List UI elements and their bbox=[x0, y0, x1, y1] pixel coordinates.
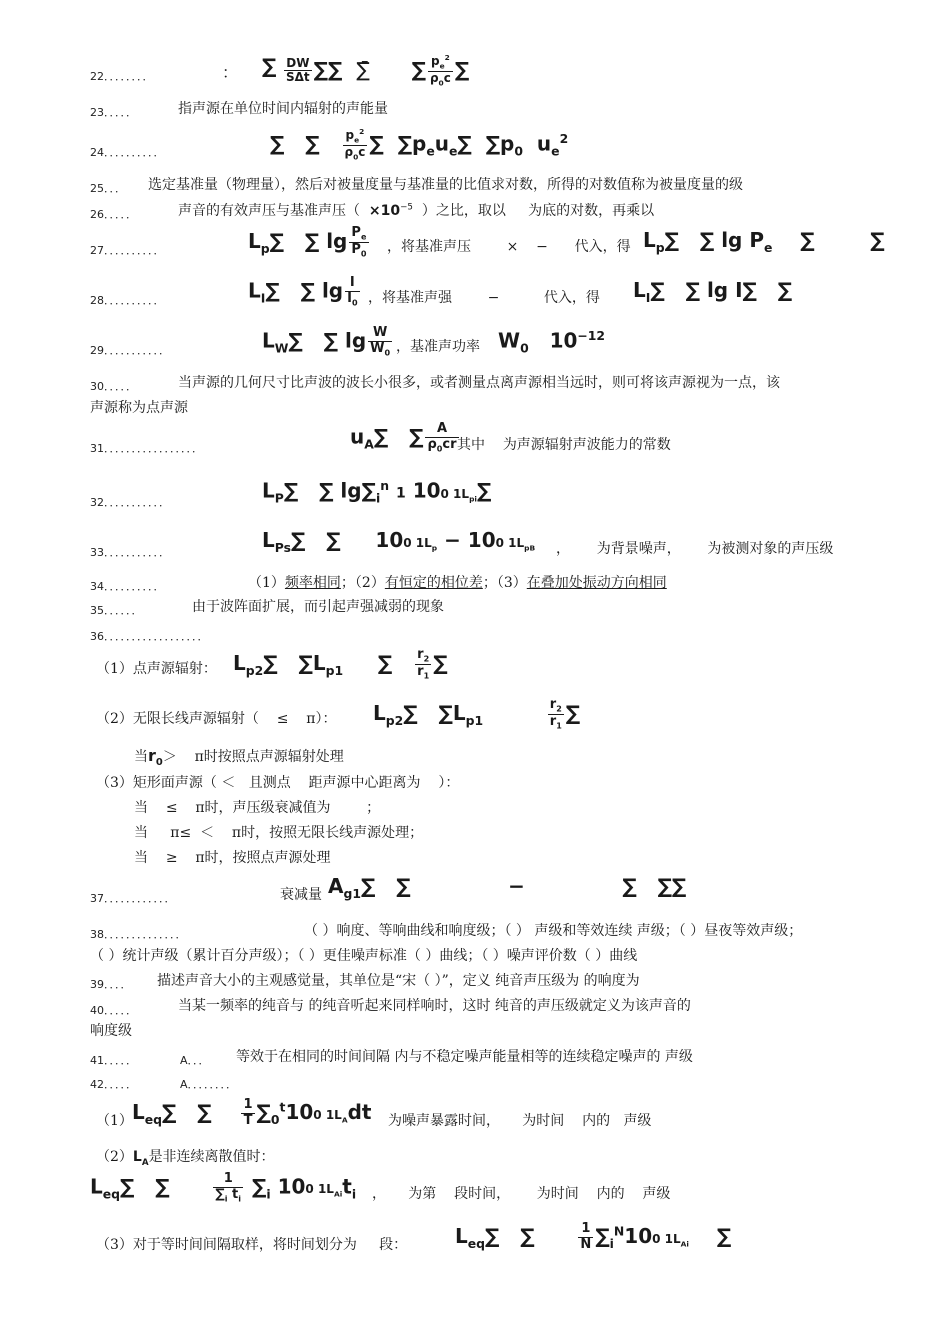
item-38-text: （ ）响度、等响曲线和响度级；（ ） 声级和等效连续 声级；（ ）昼夜等效声级； bbox=[304, 923, 803, 939]
item-34-text: （1）频率相同；（2）有恒定的相位差；（3）在叠加处振动方向相同 bbox=[248, 575, 667, 591]
item-35-text: 由于波阵面扩展，而引起声强减弱的现象 bbox=[192, 599, 444, 615]
item-27-number: 27．．．．．．．．．． bbox=[90, 244, 165, 257]
item-23-text: 指声源在单位时间内辐射的声能量 bbox=[178, 101, 388, 117]
item-33-text: ， 为背景噪声， 为被测对象的声压级 bbox=[556, 541, 834, 557]
item-42-number: 42．．．．． bbox=[90, 1078, 137, 1091]
item-25-text: 选定基准量（物理量），然后对被量度量与基准量的比值求对数，所得的对数值称为被量度量的级 bbox=[148, 177, 743, 193]
item-39-text: 描述声音大小的主观感觉量，其单位是“宋（ ）”，定义 纯音声压级为 的响度为 bbox=[157, 973, 640, 989]
item-36-line-7: 当 ≥ π时，按照点声源处理 bbox=[134, 850, 331, 866]
item-22-colon: ： bbox=[222, 63, 239, 82]
item-27-text: ，将基准声压 × − 代入，得 bbox=[387, 239, 631, 255]
item-23-number: 23．．．．． bbox=[90, 106, 137, 119]
item-25-number: 25．．． bbox=[90, 182, 126, 195]
item-38-text-2: （ ）统计声级（累计百分声级）；（ ）更佳噪声标准（ ）曲线；（ ）噪声评价数（ ）曲线 bbox=[90, 948, 638, 964]
item-42-line-3-text: ， 为第 段时间， 为时间 内的 声级 bbox=[372, 1186, 671, 1202]
item-29-formula-a: $L_W\sum$ ∑ lg $\frac{W}{W_0}$ bbox=[262, 325, 391, 358]
item-22-number: 22．．．．．．．． bbox=[90, 70, 154, 83]
item-28-formula-a: $L_I\sum$ ∑ lg $\frac{I}{I_0}$ bbox=[248, 275, 358, 308]
item-42-formula-1: $L_{eq}\sum$ ∑ $\frac{1}{T}$ $\sum_0^t100$ $1L_Adt$ bbox=[132, 1097, 372, 1128]
item-24-number: 24．．．．．．．．．． bbox=[90, 146, 165, 159]
item-37-text: 衰减量 bbox=[280, 887, 322, 903]
item-29-number: 29．．．．．．．．．．． bbox=[90, 344, 170, 357]
item-31-text: 其中 为声源辐射声波能力的常数 bbox=[457, 437, 671, 453]
item-22-formula: ∑ $\frac{DW}{\text{SΔt}}$ ∑∑ ∑̄ ∑ $\frac{p_e^2}{\rho_0c}$ ∑ bbox=[262, 53, 470, 88]
item-40-number: 40．．．．． bbox=[90, 1004, 137, 1017]
item-41-number: 41．．．．． bbox=[90, 1054, 137, 1067]
item-42-label: A．．．．．．．． bbox=[180, 1078, 238, 1091]
item-31-formula: $u_A\sum$ ∑ $\frac{A}{\rho_0cr}$ bbox=[350, 421, 457, 454]
item-32-number: 32．．．．．．．．．．． bbox=[90, 496, 170, 509]
item-34-number: 34．．．．．．．．．． bbox=[90, 580, 165, 593]
item-36-line-2: （2）无限长线声源辐射（ ≤ π）： bbox=[96, 711, 337, 727]
item-32-formula: $L_P\sum$ ∑ $\lg\sum_i^n$ 1 100 $1L_{pi}\sum$ bbox=[262, 478, 492, 506]
item-42-formula-3: $L_{eq}\sum$ ∑ $\frac{1}{N}$ $\sum_i^N100$ $1L_{Ai}$ ∑ bbox=[455, 1221, 732, 1252]
item-31-number: 31．．．．．．．．．．．．．．．．． bbox=[90, 442, 203, 455]
item-37-number: 37．．．．．．．．．．．． bbox=[90, 892, 176, 905]
item-40-text: 当某一频率的纯音与 的纯音听起来同样响时，这时 纯音的声压级就定义为该声音的 bbox=[178, 998, 691, 1014]
item-30-text-2: 声源称为点声源 bbox=[90, 400, 188, 416]
item-42-line-1-label: （1） bbox=[96, 1113, 133, 1129]
item-35-number: 35．．．．．． bbox=[90, 604, 143, 617]
item-36-line-1: （1）点声源辐射： bbox=[96, 661, 217, 677]
item-33-number: 33．．．．．．．．．．． bbox=[90, 546, 170, 559]
item-29-formula-b: $W_0$ $10^{-12}$ bbox=[498, 328, 606, 356]
item-38-number: 38．．．．．．．．．．．．．． bbox=[90, 928, 187, 941]
item-37-formula: $A_{g1}\sum$ ∑ − ∑ ∑∑ bbox=[328, 874, 687, 901]
item-29-text: ，基准声功率 bbox=[396, 339, 480, 355]
item-40-text-2: 响度级 bbox=[90, 1023, 132, 1039]
item-36-line-5: 当 ≤ π时，声压级衰减值为 ； bbox=[134, 800, 381, 816]
item-36-line-3: 当$r_0>$ π时按照点声源辐射处理 bbox=[134, 746, 344, 769]
item-39-number: 39．．．． bbox=[90, 978, 132, 991]
item-41-text: 等效于在相同的时间间隔 内与不稳定噪声能量相等的连续稳定噪声的 声级 bbox=[236, 1049, 693, 1065]
item-24-formula: ∑ ∑ $\frac{p_e^2}{\rho_0c}$ ∑ $\sum p_eu_e\sum$ $\sum p_0$ $u_e^2$ bbox=[270, 127, 569, 162]
item-36-line-6: 当 π≤ ＜ π时，按照无限长线声源处理； bbox=[134, 825, 424, 841]
item-36-formula-1: $L_{p2}\sum$ $\sum L_{p1}$ ∑ $\frac{r_2}{r_1}$ ∑ bbox=[233, 647, 448, 681]
item-28-text: ，将基准声强 − 代入，得 bbox=[368, 290, 600, 306]
item-36-number: 36．．．．．．．．．．．．．．．．．． bbox=[90, 630, 209, 643]
item-27-formula-a: $L_p\sum$ ∑ lg $\frac{P_e}{P_0}$ bbox=[248, 225, 367, 259]
item-42-formula-2: $L_{eq}\sum$ ∑ $\frac{1}{\sum_i t_i}$ $\sum_i$ 100 $1L_{Ai}t_i$ bbox=[90, 1171, 357, 1204]
item-41-label: A．．． bbox=[180, 1054, 210, 1067]
item-28-number: 28．．．．．．．．．． bbox=[90, 294, 165, 307]
item-36-line-4: （3）矩形面声源（ ＜ 且测点 距声源中心距离为 ）： bbox=[96, 775, 460, 791]
item-42-line-1-text: 为噪声暴露时间， 为时间 内的 声级 bbox=[388, 1113, 652, 1129]
item-26-text: 声音的有效声压与基准声压（ $\times 10^{-5}$ ）之比，取以 为底的对数，再乘以 bbox=[178, 202, 655, 219]
item-36-formula-2: $L_{p2}\sum$ $\sum L_{p1}$ $\frac{r_2}{r_1}$ ∑ bbox=[373, 697, 581, 731]
item-33-formula: $L_{Ps}\sum$ ∑ 100 $1L_p - 100$ $1L_{pB}$ bbox=[262, 528, 536, 555]
item-27-formula-b: $L_p\sum$ ∑ $\lg P_e$ ∑ ∑ bbox=[643, 228, 885, 255]
item-26-number: 26．．．．． bbox=[90, 208, 137, 221]
item-30-text: 当声源的几何尺寸比声波的波长小很多，或者测量点离声源相当远时，则可将该声源视为一点，该 bbox=[178, 375, 780, 391]
item-30-number: 30．．．．． bbox=[90, 380, 137, 393]
item-42-line-2: $(2)L_A$是非连续离散值时： bbox=[96, 1149, 275, 1168]
item-28-formula-b: $L_I\sum$ ∑ lg I∑ ∑ bbox=[633, 278, 793, 305]
item-42-line-4: （3）对于等时间间隔取样，将时间划分为 段： bbox=[96, 1237, 408, 1253]
